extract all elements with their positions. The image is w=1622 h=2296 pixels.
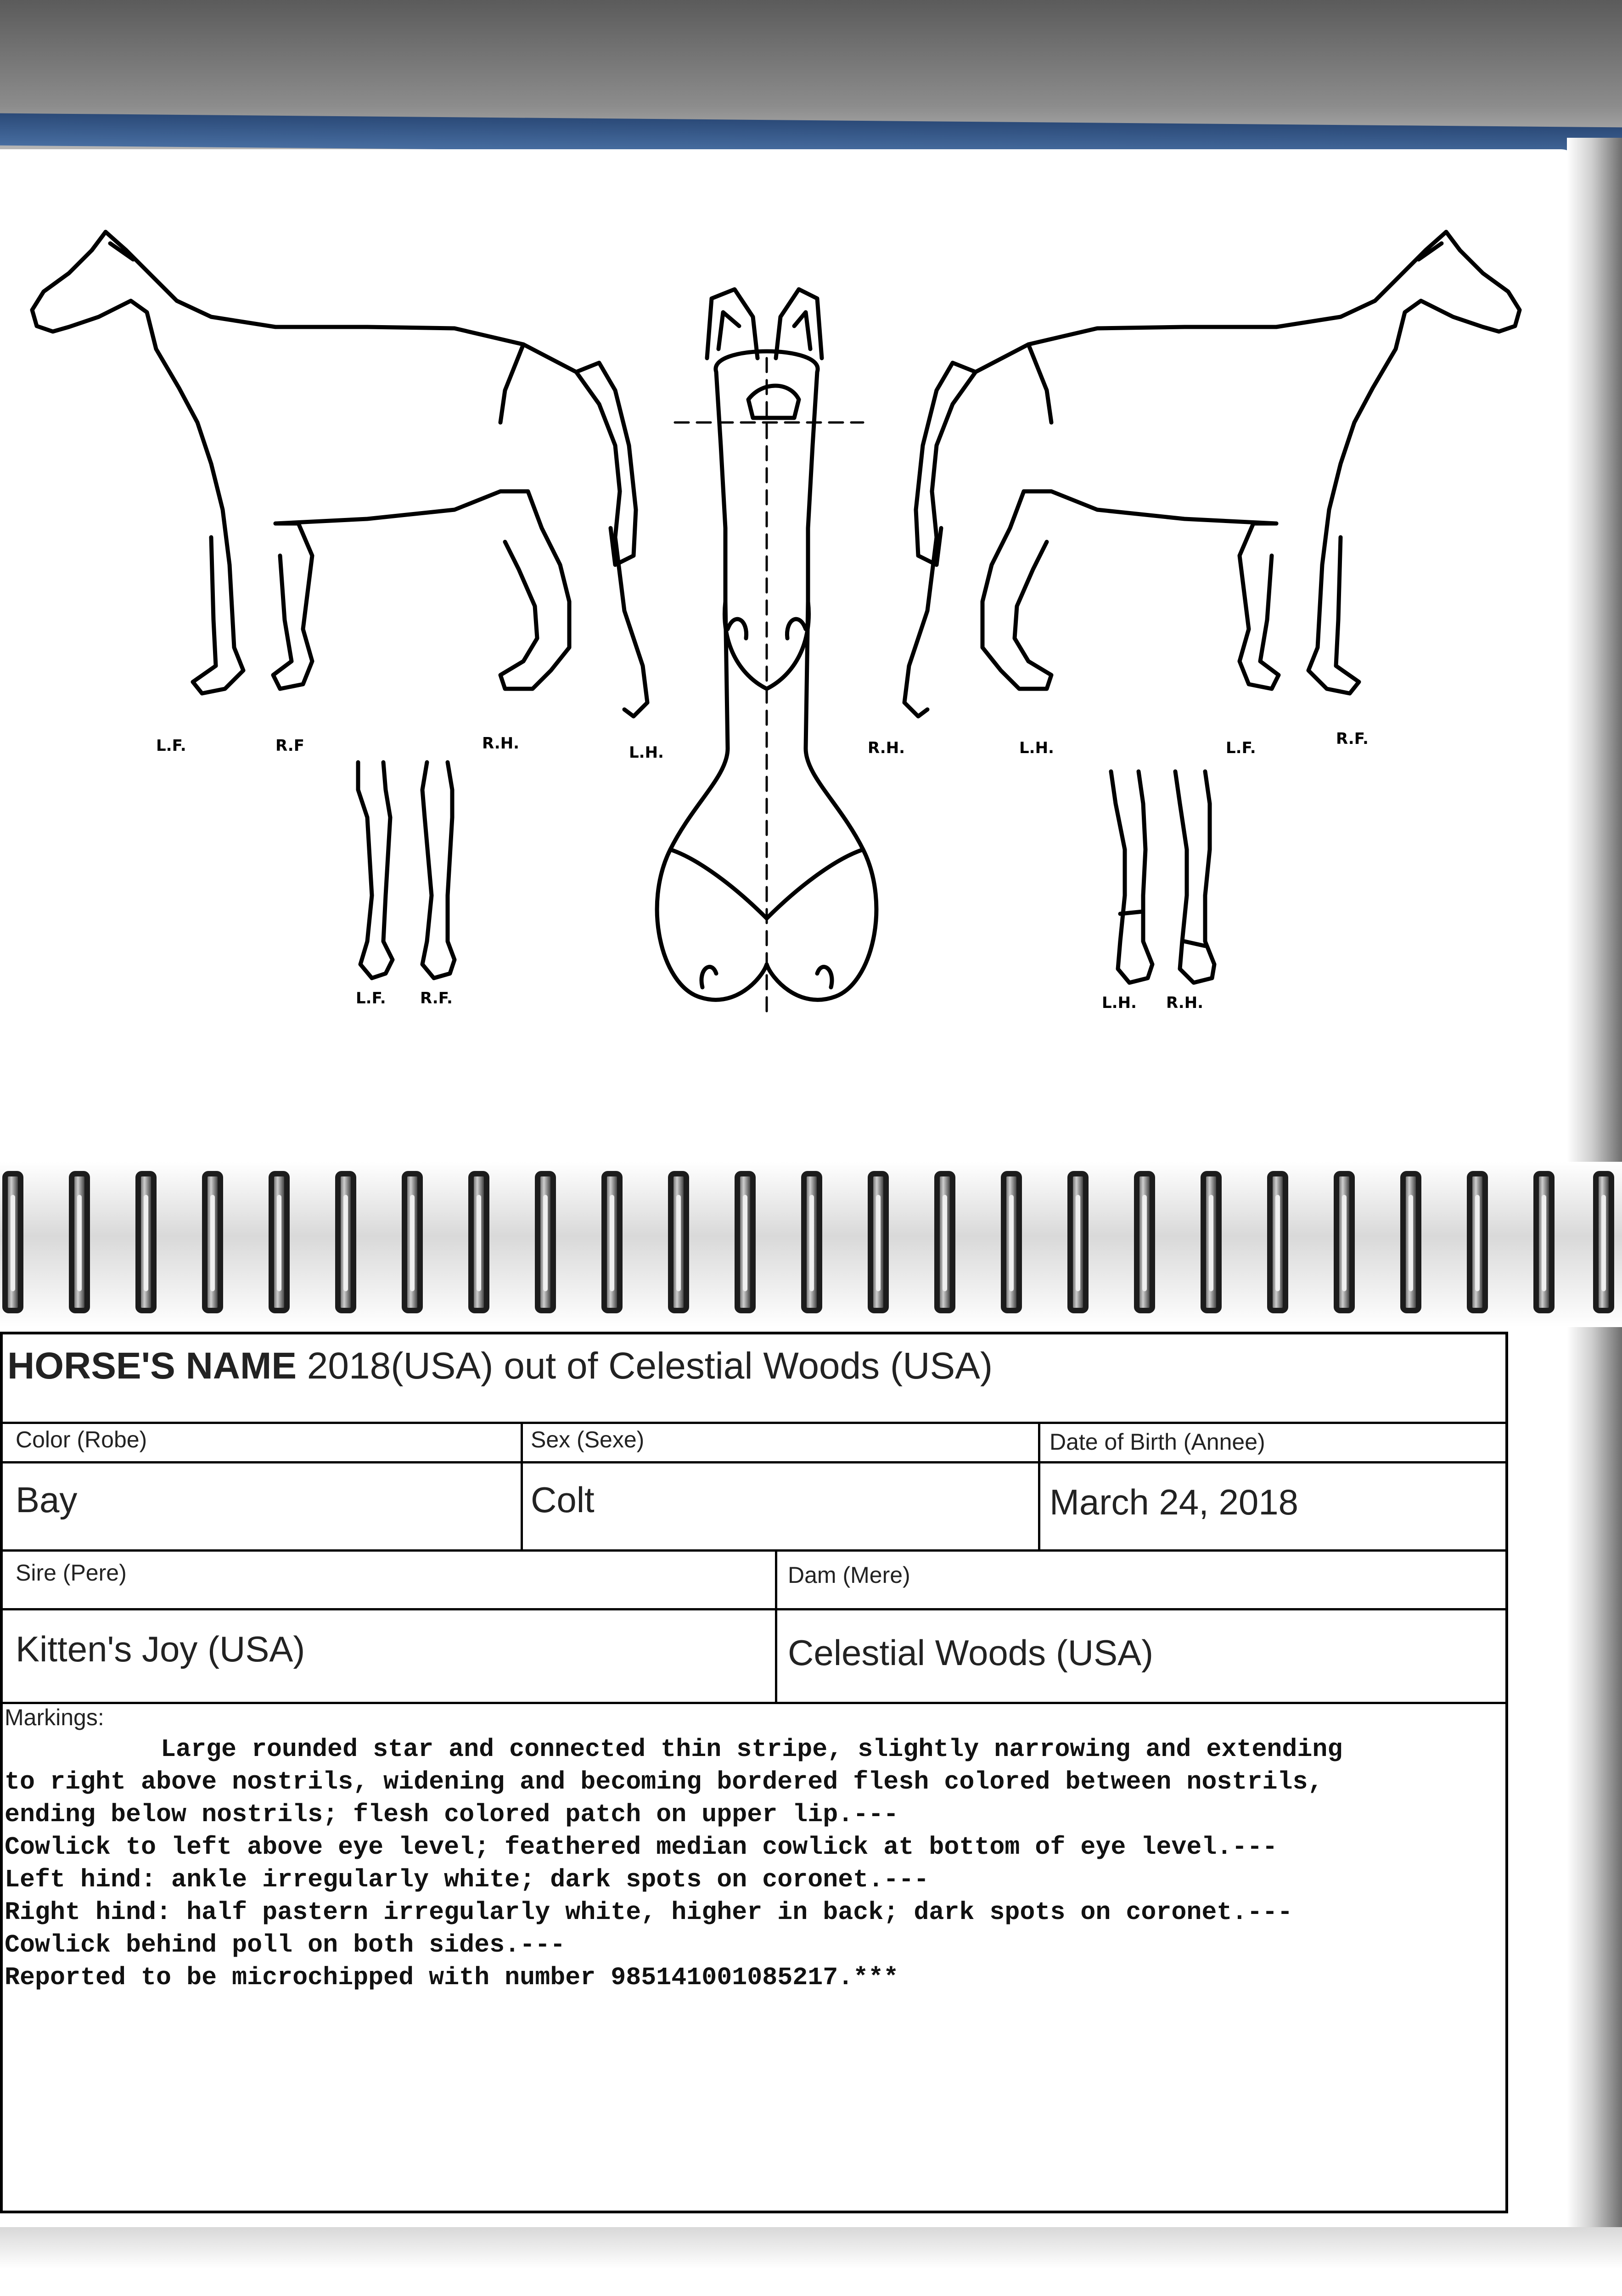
markings-line: Right hind: half pastern irregularly white, higher in back; dark spots on coronet.--- — [5, 1898, 1293, 1927]
markings-line: Reported to be microchipped with number 985141001085217.*** — [5, 1963, 899, 1992]
binding-coil — [801, 1171, 822, 1313]
binding-coil — [1001, 1171, 1022, 1313]
dob-label: Date of Birth (Annee) — [1050, 1429, 1265, 1455]
label-hind-legs-rh: R.H. — [1166, 994, 1204, 1012]
markings-label: Markings: — [5, 1705, 104, 1730]
label-right-horse-lh: L.H. — [1019, 739, 1054, 757]
binding-coil — [1067, 1171, 1089, 1313]
binding-coil — [269, 1171, 290, 1313]
binding-coil — [1593, 1171, 1614, 1313]
binding-coil — [135, 1171, 157, 1313]
binding-coil — [1533, 1171, 1555, 1313]
color-value: Bay — [16, 1480, 78, 1520]
markings-line: Cowlick behind poll on both sides.--- — [5, 1930, 566, 1959]
sire-value: Kitten's Joy (USA) — [16, 1629, 305, 1669]
binding-coil — [1467, 1171, 1488, 1313]
horse-name-title — [7, 1345, 993, 1388]
binding-coil — [1134, 1171, 1155, 1313]
identification-form — [0, 1332, 1508, 2213]
binding-coil — [202, 1171, 223, 1313]
binding-coil — [69, 1171, 90, 1313]
markings-line: Cowlick to left above eye level; feathered median cowlick at bottom of eye level.--- — [5, 1833, 1278, 1862]
binding-coil — [1201, 1171, 1222, 1313]
markings-line: Left hind: ankle irregularly white; dark spots on coronet.--- — [5, 1865, 929, 1894]
binding-coil — [934, 1171, 955, 1313]
binding-coil — [668, 1171, 689, 1313]
color-label: Color (Robe) — [16, 1427, 147, 1452]
binding-coil — [535, 1171, 556, 1313]
binding-coil — [735, 1171, 756, 1313]
label-left-horse-lh: L.H. — [629, 743, 664, 762]
markings-line: ending below nostrils; flesh colored patch on upper lip.--- — [5, 1800, 899, 1829]
label-front-legs-rf: R.F. — [420, 989, 453, 1007]
binding-coil — [1400, 1171, 1421, 1313]
label-left-horse-lf: L.F. — [156, 737, 186, 755]
horse-name-detail: 2018(USA) out of Celestial Woods (USA) — [297, 1345, 993, 1387]
markings-line: Large rounded star and connected thin stripe, slightly narrowing and extending — [161, 1735, 1343, 1764]
horse-marking-diagram — [18, 207, 1533, 1061]
dam-label: Dam (Mere) — [788, 1562, 910, 1588]
front-legs-icon — [358, 762, 455, 978]
label-right-horse-rf: R.F. — [1336, 730, 1369, 748]
horse-right-side-icon — [904, 232, 1520, 716]
label-left-horse-rf: R.F — [275, 737, 304, 755]
sex-value: Colt — [531, 1480, 595, 1520]
binding-coil — [468, 1171, 489, 1313]
markings-line: to right above nostrils, widening and becoming bordered flesh colored between nostrils, — [5, 1767, 1323, 1796]
binding-coil — [601, 1171, 623, 1313]
dam-value: Celestial Woods (USA) — [788, 1632, 1154, 1673]
binding-coil — [868, 1171, 889, 1313]
binding-coil — [335, 1171, 356, 1313]
sire-label: Sire (Pere) — [16, 1560, 127, 1586]
row-divider — [3, 1608, 1505, 1610]
label-right-horse-rh: R.H. — [868, 739, 905, 757]
label-front-legs-lf: L.F. — [356, 989, 386, 1007]
row-divider — [3, 1422, 1505, 1424]
dob-value: March 24, 2018 — [1050, 1482, 1299, 1522]
hind-legs-icon — [1111, 771, 1214, 983]
label-right-horse-lf: L.F. — [1226, 739, 1256, 757]
horse-name-label: HORSE'S NAME — [7, 1345, 297, 1387]
binding-coil — [402, 1171, 423, 1313]
binding-coil — [2, 1171, 23, 1313]
column-divider — [1038, 1422, 1040, 1550]
markings-text — [5, 1733, 1501, 1994]
binding-coil — [1334, 1171, 1355, 1313]
horse-left-side-icon — [32, 232, 647, 716]
row-divider — [3, 1549, 1505, 1552]
label-hind-legs-lh: L.H. — [1102, 994, 1137, 1012]
column-divider — [775, 1549, 777, 1703]
row-divider — [3, 1461, 1505, 1463]
sex-label: Sex (Sexe) — [531, 1427, 645, 1452]
binding-coil — [1267, 1171, 1288, 1313]
label-left-horse-rh: R.H. — [482, 734, 520, 753]
bottom-shadow — [0, 2227, 1622, 2296]
spiral-binding — [0, 1162, 1622, 1327]
column-divider — [521, 1422, 523, 1550]
row-divider — [3, 1702, 1505, 1704]
